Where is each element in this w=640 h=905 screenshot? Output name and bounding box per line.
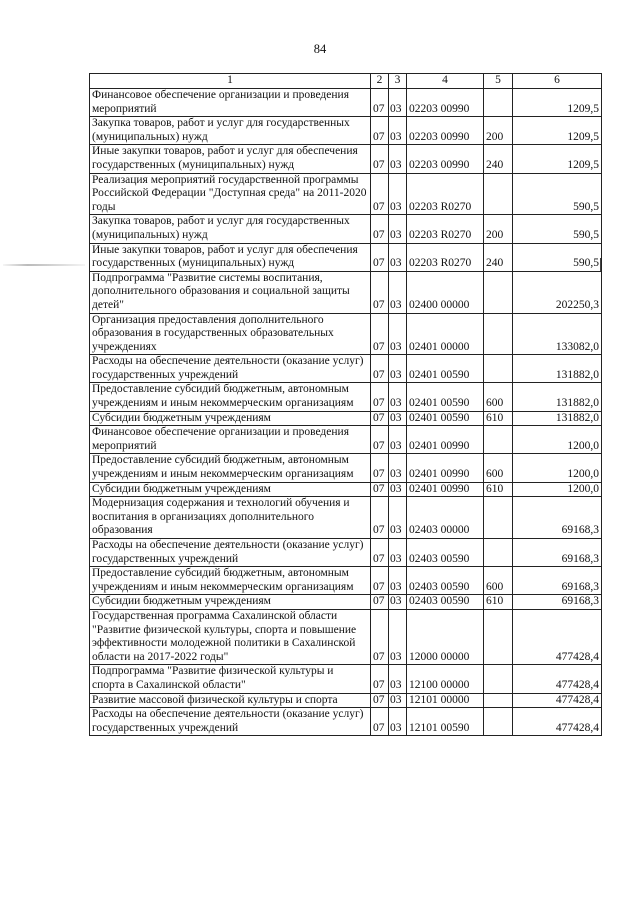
expense-type-cell: 600 xyxy=(484,454,513,482)
section-code-cell: 07 xyxy=(371,595,389,610)
target-article-cell: 02401 00590 xyxy=(407,355,484,383)
target-article-cell: 02401 00590 xyxy=(407,411,484,426)
section-code-cell: 07 xyxy=(371,609,389,664)
subsection-code-cell: 03 xyxy=(389,708,407,736)
expense-type-cell: 200 xyxy=(484,215,513,243)
table-row xyxy=(90,497,602,539)
expense-type-cell xyxy=(484,693,513,708)
section-code-cell: 07 xyxy=(371,271,389,313)
section-code-cell: 07 xyxy=(371,482,389,497)
table-row xyxy=(90,665,602,693)
expense-type-cell xyxy=(484,89,513,117)
table-header-row xyxy=(90,74,602,89)
amount-cell: 1200,0 xyxy=(513,426,602,454)
amount-cell: 590,5 xyxy=(513,215,602,243)
subsection-code-cell: 03 xyxy=(389,539,407,567)
row-name-cell: Подпрограмма "Развитие физической культуры и спорта в Сахалинской области" xyxy=(90,665,371,693)
subsection-code-cell: 03 xyxy=(389,426,407,454)
table-row xyxy=(90,117,602,145)
amount-cell: 69168,3 xyxy=(513,567,602,595)
table-row xyxy=(90,313,602,355)
subsection-code-cell: 03 xyxy=(389,145,407,173)
row-name-cell: Иные закупки товаров, работ и услуг для обеспечения государственных (муниципальных) нужд xyxy=(90,145,371,173)
row-name-cell: Расходы на обеспечение деятельности (оказание услуг) государственных учреждений xyxy=(90,708,371,736)
subsection-code-cell: 03 xyxy=(389,482,407,497)
row-name-cell: Расходы на обеспечение деятельности (оказание услуг) государственных учреждений xyxy=(90,355,371,383)
amount-cell: 131882,0 xyxy=(513,383,602,411)
subsection-code-cell: 03 xyxy=(389,454,407,482)
budget-table xyxy=(89,73,602,736)
target-article-cell: 02203 R0270 xyxy=(407,243,484,271)
table-row xyxy=(90,173,602,215)
expense-type-cell xyxy=(484,271,513,313)
table-row xyxy=(90,567,602,595)
subsection-code-cell: 03 xyxy=(389,595,407,610)
section-code-cell: 07 xyxy=(371,355,389,383)
section-code-cell: 07 xyxy=(371,567,389,595)
page-number: 84 xyxy=(313,42,327,56)
column-header: 4 xyxy=(407,74,484,89)
table-row xyxy=(90,243,602,271)
amount-cell: 69168,3 xyxy=(513,595,602,610)
expense-type-cell: 610 xyxy=(484,482,513,497)
table-row xyxy=(90,271,602,313)
amount-cell: 131882,0 xyxy=(513,355,602,383)
subsection-code-cell: 03 xyxy=(389,693,407,708)
amount-cell: 477428,4 xyxy=(513,693,602,708)
expense-type-cell xyxy=(484,539,513,567)
subsection-code-cell: 03 xyxy=(389,173,407,215)
expense-type-cell xyxy=(484,497,513,539)
section-code-cell: 07 xyxy=(371,426,389,454)
target-article-cell: 02203 00990 xyxy=(407,89,484,117)
row-name-cell: Закупка товаров, работ и услуг для государственных (муниципальных) нужд xyxy=(90,215,371,243)
target-article-cell: 02403 00000 xyxy=(407,497,484,539)
amount-cell: 477428,4 xyxy=(513,665,602,693)
amount-cell: 131882,0 xyxy=(513,411,602,426)
expense-type-cell xyxy=(484,426,513,454)
subsection-code-cell: 03 xyxy=(389,89,407,117)
amount-cell: 590,5 xyxy=(513,243,602,271)
amount-cell: 1209,5 xyxy=(513,117,602,145)
table-row xyxy=(90,693,602,708)
section-code-cell: 07 xyxy=(371,693,389,708)
expense-type-cell: 240 xyxy=(484,243,513,271)
subsection-code-cell: 03 xyxy=(389,243,407,271)
subsection-code-cell: 03 xyxy=(389,117,407,145)
target-article-cell: 02203 00990 xyxy=(407,117,484,145)
row-name-cell: Подпрограмма "Развитие системы воспитания, дополнительного образования и социальной защиты детей" xyxy=(90,271,371,313)
section-code-cell: 07 xyxy=(371,708,389,736)
row-name-cell: Субсидии бюджетным учреждениям xyxy=(90,411,371,426)
row-name-cell: Закупка товаров, работ и услуг для государственных (муниципальных) нужд xyxy=(90,117,371,145)
expense-type-cell xyxy=(484,173,513,215)
target-article-cell: 02203 R0270 xyxy=(407,173,484,215)
row-name-cell: Расходы на обеспечение деятельности (оказание услуг) государственных учреждений xyxy=(90,539,371,567)
section-code-cell: 07 xyxy=(371,117,389,145)
row-name-cell: Предоставление субсидий бюджетным, автономным учреждениям и иным некоммерческим организациям xyxy=(90,383,371,411)
table-row xyxy=(90,411,602,426)
amount-cell: 477428,4 xyxy=(513,708,602,736)
table-row xyxy=(90,426,602,454)
subsection-code-cell: 03 xyxy=(389,271,407,313)
expense-type-cell xyxy=(484,665,513,693)
row-name-cell: Иные закупки товаров, работ и услуг для обеспечения государственных (муниципальных) нужд xyxy=(90,243,371,271)
expense-type-cell: 610 xyxy=(484,411,513,426)
subsection-code-cell: 03 xyxy=(389,497,407,539)
section-code-cell: 07 xyxy=(371,665,389,693)
table-row xyxy=(90,595,602,610)
table-row xyxy=(90,454,602,482)
target-article-cell: 02403 00590 xyxy=(407,567,484,595)
amount-cell: 1209,5 xyxy=(513,89,602,117)
subsection-code-cell: 03 xyxy=(389,567,407,595)
target-article-cell: 12101 00590 xyxy=(407,708,484,736)
subsection-code-cell: 03 xyxy=(389,665,407,693)
column-header: 2 xyxy=(371,74,389,89)
table-row xyxy=(90,539,602,567)
subsection-code-cell: 03 xyxy=(389,215,407,243)
target-article-cell: 02400 00000 xyxy=(407,271,484,313)
column-header: 1 xyxy=(90,74,371,89)
section-code-cell: 07 xyxy=(371,145,389,173)
table-row xyxy=(90,355,602,383)
column-header: 3 xyxy=(389,74,407,89)
row-name-cell: Развитие массовой физической культуры и спорта xyxy=(90,693,371,708)
row-name-cell: Государственная программа Сахалинской области "Развитие физической культуры, спорта и повышение эффективности молодежной политики в Сахалинской области на 2017-2022 годы" xyxy=(90,609,371,664)
expense-type-cell xyxy=(484,355,513,383)
section-code-cell: 07 xyxy=(371,173,389,215)
section-code-cell: 07 xyxy=(371,313,389,355)
target-article-cell: 02403 00590 xyxy=(407,539,484,567)
section-code-cell: 07 xyxy=(371,215,389,243)
table-row xyxy=(90,215,602,243)
expense-type-cell xyxy=(484,609,513,664)
section-code-cell: 07 xyxy=(371,411,389,426)
amount-cell: 69168,3 xyxy=(513,497,602,539)
section-code-cell: 07 xyxy=(371,383,389,411)
amount-cell: 477428,4 xyxy=(513,609,602,664)
section-code-cell: 07 xyxy=(371,454,389,482)
subsection-code-cell: 03 xyxy=(389,355,407,383)
table-row xyxy=(90,89,602,117)
row-name-cell: Реализация мероприятий государственной программы Российской Федерации "Доступная среда" на 2011-2020 годы xyxy=(90,173,371,215)
row-name-cell: Субсидии бюджетным учреждениям xyxy=(90,482,371,497)
target-article-cell: 12000 00000 xyxy=(407,609,484,664)
target-article-cell: 02203 R0270 xyxy=(407,215,484,243)
row-name-cell: Предоставление субсидий бюджетным, автономным учреждениям и иным некоммерческим организациям xyxy=(90,454,371,482)
amount-cell: 1200,0 xyxy=(513,482,602,497)
expense-type-cell xyxy=(484,708,513,736)
table-row xyxy=(90,708,602,736)
target-article-cell: 02401 00990 xyxy=(407,426,484,454)
expense-type-cell xyxy=(484,313,513,355)
column-header: 5 xyxy=(484,74,513,89)
column-header: 6 xyxy=(513,74,602,89)
amount-cell: 1200,0 xyxy=(513,454,602,482)
subsection-code-cell: 03 xyxy=(389,313,407,355)
subsection-code-cell: 03 xyxy=(389,411,407,426)
subsection-code-cell: 03 xyxy=(389,383,407,411)
target-article-cell: 02203 00990 xyxy=(407,145,484,173)
amount-cell: 133082,0 xyxy=(513,313,602,355)
expense-type-cell: 600 xyxy=(484,383,513,411)
row-name-cell: Финансовое обеспечение организации и проведения мероприятий xyxy=(90,89,371,117)
expense-type-cell: 610 xyxy=(484,595,513,610)
table-row xyxy=(90,482,602,497)
subsection-code-cell: 03 xyxy=(389,609,407,664)
scan-artifact-line xyxy=(3,264,85,266)
row-name-cell: Организация предоставления дополнительного образования в государственных образовательных учреждениях xyxy=(90,313,371,355)
row-name-cell: Финансовое обеспечение организации и проведения мероприятий xyxy=(90,426,371,454)
target-article-cell: 12101 00000 xyxy=(407,693,484,708)
table-row xyxy=(90,609,602,664)
amount-cell: 202250,3 xyxy=(513,271,602,313)
table-row xyxy=(90,383,602,411)
row-name-cell: Модернизация содержания и технологий обучения и воспитания в организациях дополнительного образования xyxy=(90,497,371,539)
target-article-cell: 02403 00590 xyxy=(407,595,484,610)
section-code-cell: 07 xyxy=(371,497,389,539)
amount-cell: 1209,5 xyxy=(513,145,602,173)
row-name-cell: Предоставление субсидий бюджетным, автономным учреждениям и иным некоммерческим организациям xyxy=(90,567,371,595)
target-article-cell: 02401 00990 xyxy=(407,454,484,482)
section-code-cell: 07 xyxy=(371,89,389,117)
target-article-cell: 02401 00990 xyxy=(407,482,484,497)
target-article-cell: 12100 00000 xyxy=(407,665,484,693)
target-article-cell: 02401 00000 xyxy=(407,313,484,355)
table-row xyxy=(90,145,602,173)
section-code-cell: 07 xyxy=(371,243,389,271)
row-name-cell: Субсидии бюджетным учреждениям xyxy=(90,595,371,610)
amount-cell: 590,5 xyxy=(513,173,602,215)
expense-type-cell: 200 xyxy=(484,117,513,145)
amount-cell: 69168,3 xyxy=(513,539,602,567)
expense-type-cell: 240 xyxy=(484,145,513,173)
target-article-cell: 02401 00590 xyxy=(407,383,484,411)
section-code-cell: 07 xyxy=(371,539,389,567)
expense-type-cell: 600 xyxy=(484,567,513,595)
